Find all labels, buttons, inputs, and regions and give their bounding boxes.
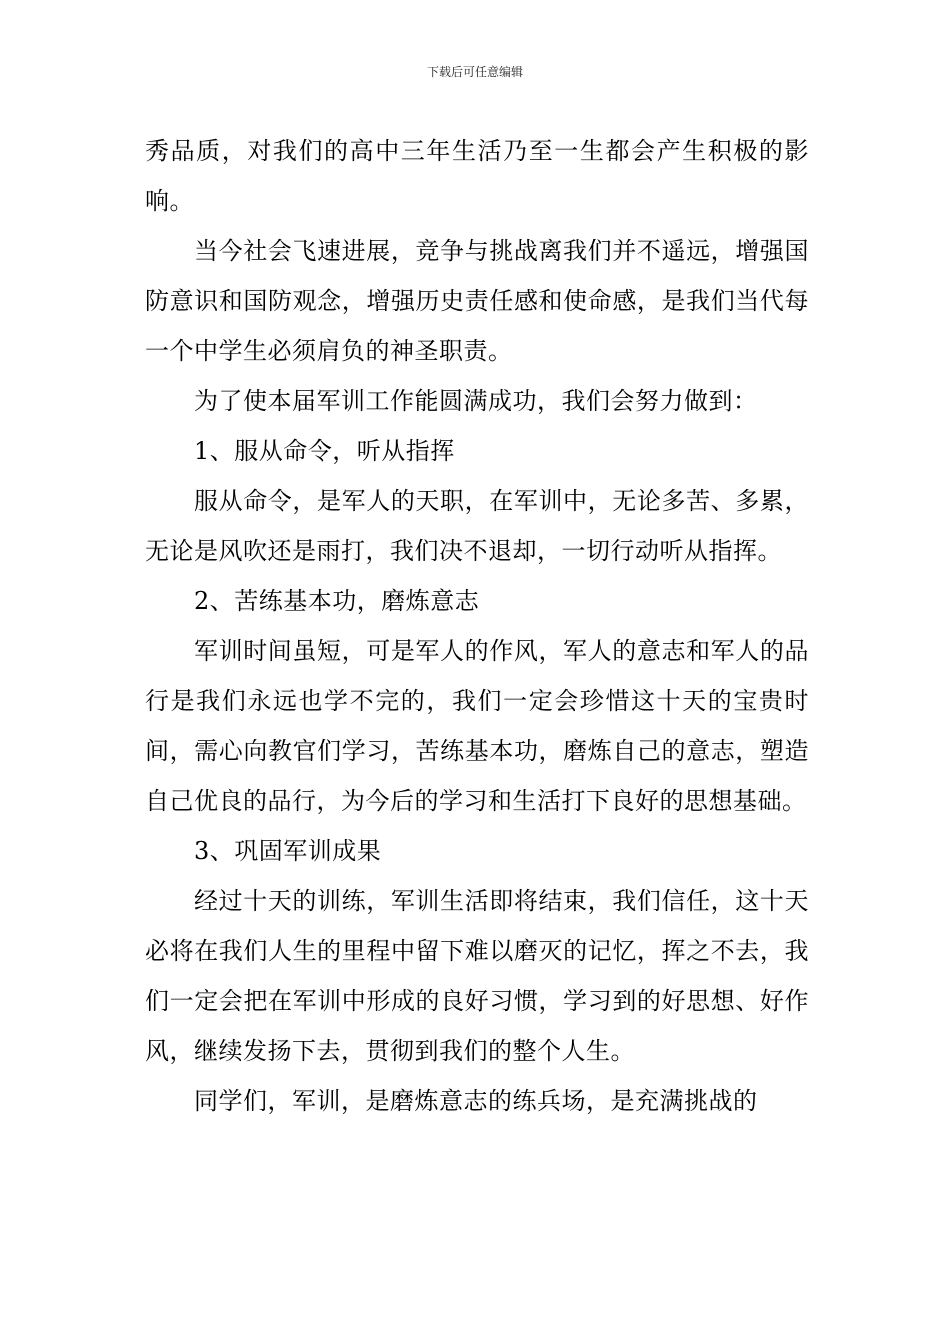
page-header: 下载后可任意编辑: [426, 65, 523, 79]
numbered-heading: 2、苦练基本功，磨炼意志: [194, 587, 480, 615]
paragraph: 当今社会飞速进展，竞争与挑战离我们并不遥远，增强国防意识和国防观念，增强历史责任感和使命感，是我们当代每一个中学生必须肩负的神圣职责。: [145, 237, 809, 365]
numbered-heading: 1、服从命令，听从指挥: [194, 437, 455, 465]
paragraph: 经过十天的训练，军训生活即将结束，我们信任，这十天必将在我们人生的里程中留下难以磨灭的记忆，挥之不去，我们一定会把在军训中形成的良好习惯，学习到的好思想、好作风，继续发扬下去，贯彻到我们的整个人生。: [145, 887, 809, 1065]
paragraph: 为了使本届军训工作能圆满成功，我们会努力做到：: [194, 387, 758, 415]
paragraph: 军训时间虽短，可是军人的作风，军人的意志和军人的品行是我们永远也学不完的，我们一定会珍惜这十天的宝贵时间，需心向教官们学习，苦练基本功，磨炼自己的意志，塑造自己优良的品行，为今后的学习和生活打下良好的思想基础。: [145, 637, 809, 815]
numbered-heading: 3、巩固军训成果: [194, 837, 382, 865]
paragraph: 同学们，军训，是磨炼意志的练兵场，是充满挑战的: [194, 1087, 758, 1115]
document-body: [145, 126, 809, 1126]
paragraph: 秀品质，对我们的高中三年生活乃至一生都会产生积极的影响。: [145, 137, 809, 215]
paragraph: 服从命令，是军人的天职，在军训中，无论多苦、多累，无论是风吹还是雨打，我们决不退却，一切行动听从指挥。: [145, 487, 809, 565]
